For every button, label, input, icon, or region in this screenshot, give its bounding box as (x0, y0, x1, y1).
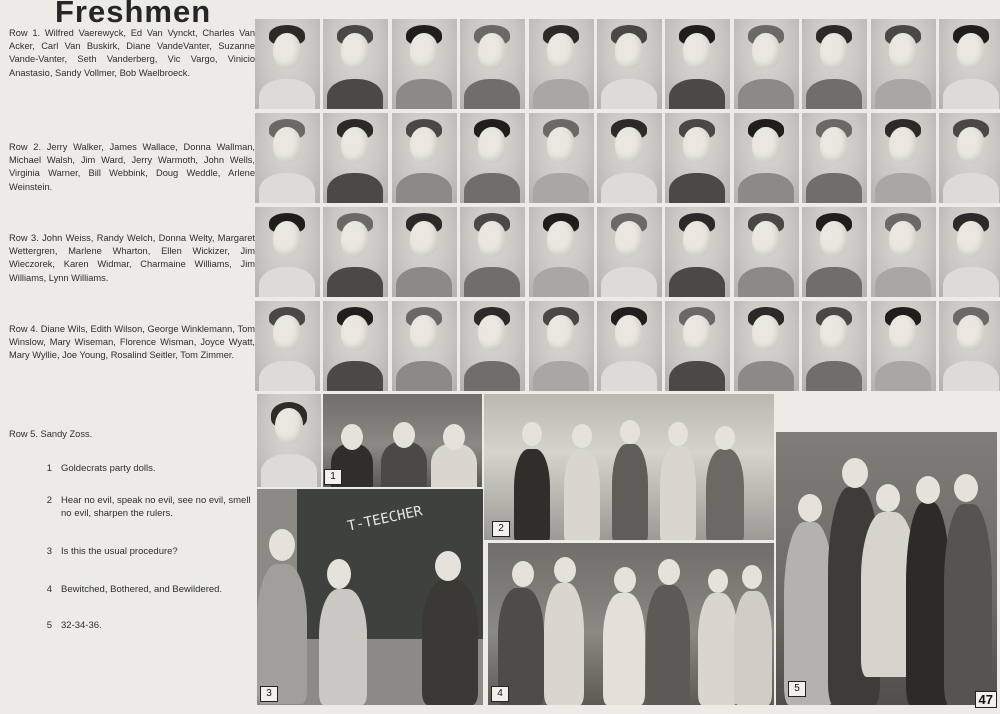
candid-photo-32-34-36 (776, 432, 997, 705)
portrait-photo (871, 113, 936, 203)
portrait-photo (597, 207, 662, 297)
photo-number-tag: 5 (788, 681, 806, 697)
row-names: Diane Wils, Edith Wilson, George Winklemann, Tom Winslow, Mary Wiseman, Florence Wisman, Joyce Wyatt, Mary Wyllie, Joe Young, Rosalind Seitler, Tom Zimmer. (9, 324, 256, 361)
row-label: Row 4. (9, 324, 39, 334)
portrait-photo (665, 207, 730, 297)
row-names: John Weiss, Randy Welch, Donna Welty, Margaret Wettergren, Marlene Wharton, Ellen Wickizer, Jim Wieczorek, Karen Widmar, Charmaine Williams, Jim Williams, Lynn Williams. (9, 233, 255, 283)
row-names: Jerry Walker, James Wallace, Donna Wallman, Michael Walsh, Jim Ward, Jerry Warmoth, John Wells, Virginia Warner, Bill Webbink, Doug Weddle, Arlene Weinstein. (9, 142, 255, 192)
portrait-photo (529, 113, 594, 203)
caption-text: Goldecrats party dolls. (61, 463, 156, 474)
portrait-photo (597, 19, 662, 109)
portrait-photo (529, 301, 594, 391)
portrait-photo (392, 301, 457, 391)
portrait-photo (802, 19, 867, 109)
row-3-caption (9, 232, 255, 285)
candid-photo-hear-no-evil (484, 394, 774, 540)
photo-number-tag: 1 (324, 469, 342, 485)
portrait-photo (255, 301, 320, 391)
portrait-photo (255, 113, 320, 203)
portrait-photo (802, 301, 867, 391)
portrait-photo (871, 19, 936, 109)
portrait-photo (871, 301, 936, 391)
portrait-photo (323, 207, 388, 297)
portrait-photo (597, 113, 662, 203)
portrait-photo (460, 19, 525, 109)
page-number: 47 (975, 691, 997, 708)
portrait-photo (734, 113, 799, 203)
portrait-photo (665, 19, 730, 109)
row-names: Wilfred Vaerewyck, Ed Van Vynckt, Charles Van Acker, Carl Van Buskirk, Diane VandeVanter, Suzanne Vande-Vanter, Seth Vanderberg, Vic Vargo, Vinicio Anastasio, Sandy Vollmer, Bob Waelbroeck. (9, 28, 255, 78)
row-label: Row 5. (9, 429, 38, 439)
row-label: Row 1. (9, 28, 41, 38)
photo-number-tag: 2 (492, 521, 510, 537)
portrait-photo (529, 207, 594, 297)
portrait-photo (255, 19, 320, 109)
portrait-photo (255, 207, 320, 297)
portrait-photo (460, 207, 525, 297)
portrait-photo (460, 113, 525, 203)
portrait-photo (597, 301, 662, 391)
caption-text: Hear no evil, speak no evil, see no evil, smell no evil, sharpen the rulers. (61, 495, 251, 519)
row-names: Sandy Zoss. (40, 429, 93, 439)
portrait-photo (392, 19, 457, 109)
portrait-photo (257, 394, 321, 487)
caption-number: 4 (46, 584, 52, 595)
portrait-photo (323, 19, 388, 109)
caption-text: Is this the usual procedure? (61, 546, 178, 557)
portrait-photo (665, 301, 730, 391)
row-label: Row 2. (9, 142, 42, 152)
caption-text: Bewitched, Bothered, and Bewildered. (61, 584, 223, 595)
caption-number: 3 (46, 546, 52, 557)
portrait-photo (734, 301, 799, 391)
portrait-photo (939, 19, 1000, 109)
portrait-photo (323, 113, 388, 203)
portrait-photo (871, 207, 936, 297)
portrait-photo (392, 207, 457, 297)
portrait-photo (665, 113, 730, 203)
photo-number-tag: 3 (260, 686, 278, 702)
row-label: Row 3. (9, 233, 39, 243)
photo-number-tag: 4 (491, 686, 509, 702)
caption-number: 1 (46, 463, 52, 474)
caption-number: 5 (46, 620, 52, 631)
candid-photo-party-dolls (323, 394, 482, 487)
portrait-photo (734, 19, 799, 109)
row-5-caption (9, 428, 255, 441)
portrait-photo (392, 113, 457, 203)
caption-number: 2 (46, 495, 52, 506)
row-2-caption (9, 141, 255, 194)
caption-text: 32-34-36. (61, 620, 102, 631)
candid-photo-usual-procedure (257, 489, 483, 705)
portrait-photo (939, 301, 1000, 391)
portrait-photo (802, 207, 867, 297)
portrait-photo (734, 207, 799, 297)
portrait-photo (460, 301, 525, 391)
portrait-photo (323, 301, 388, 391)
portrait-photo (939, 207, 1000, 297)
row-4-caption (9, 323, 255, 363)
row-1-caption (9, 27, 255, 80)
chalkboard-writing: T-TEECHER (346, 503, 424, 535)
page-title: Freshmen (55, 0, 212, 29)
portrait-photo (529, 19, 594, 109)
candid-photo-bewitched (488, 543, 774, 705)
portrait-photo (939, 113, 1000, 203)
portrait-photo (802, 113, 867, 203)
